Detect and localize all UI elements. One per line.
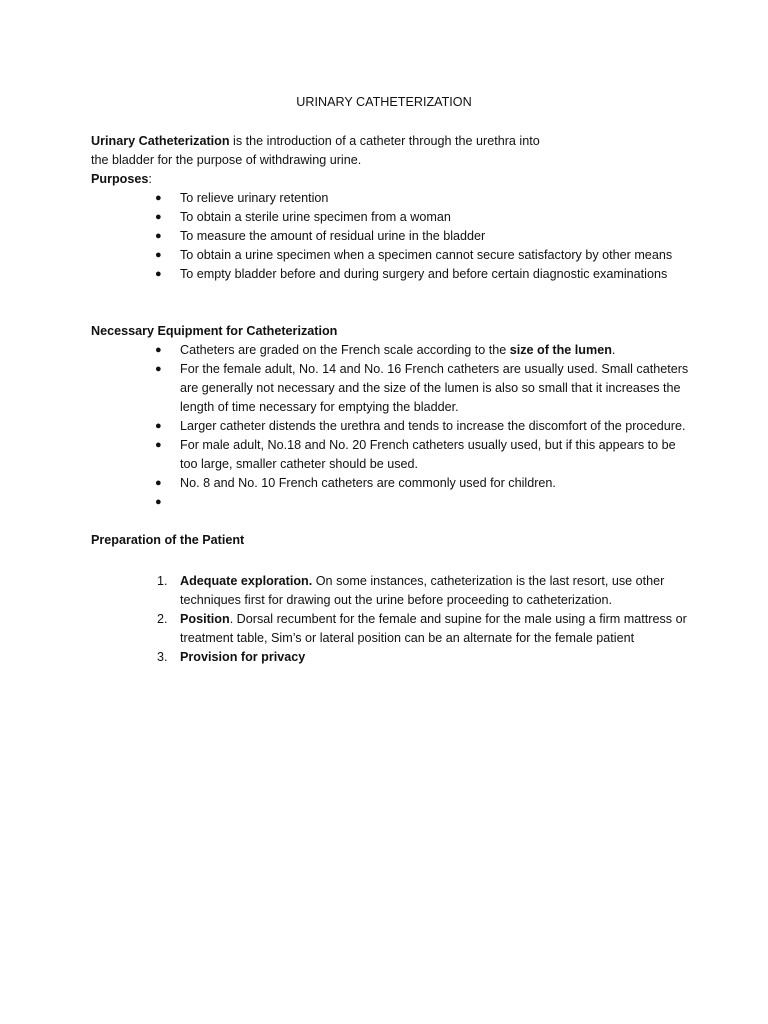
bullet-icon: ●	[155, 192, 162, 204]
list-item-text: For the female adult, No. 14 and No. 16 French catheters are usually used. Small catheters are generally not necessary and the size of the lumen is also so small that it increases the length of time necessary for emptying the bladder.	[180, 362, 689, 414]
list-item	[91, 436, 691, 474]
intro-line-1-text: is the introduction of a catheter through the urethra into	[229, 134, 540, 148]
list-item	[91, 341, 691, 360]
preparation-heading: Preparation of the Patient	[91, 533, 245, 547]
bullet-icon: ●	[155, 477, 162, 489]
intro-paragraph	[91, 132, 631, 170]
intro-term: Urinary Catheterization	[91, 134, 230, 148]
list-item-text: To measure the amount of residual urine in the bladder	[180, 229, 486, 243]
bullet-icon: ●	[155, 496, 162, 508]
intro-line-1	[91, 132, 631, 151]
bullet-icon: ●	[155, 344, 162, 356]
step-number: 2.	[157, 612, 168, 626]
purposes-colon: :	[148, 172, 152, 186]
purposes-heading	[91, 170, 152, 189]
bullet-icon: ●	[155, 439, 162, 451]
bullet-icon: ●	[155, 249, 162, 261]
list-item	[91, 474, 691, 493]
list-item	[91, 189, 691, 208]
document-title: URINARY CATHETERIZATION	[296, 95, 472, 109]
step-number: 3.	[157, 650, 168, 664]
bullet-icon: ●	[155, 420, 162, 432]
list-item	[91, 227, 691, 246]
list-item	[91, 610, 691, 648]
step-number: 1.	[157, 574, 168, 588]
bullet-icon: ●	[155, 268, 162, 280]
purposes-list	[91, 189, 691, 284]
list-item-text: To empty bladder before and during surgery and before certain diagnostic examinations	[180, 267, 668, 281]
list-item-text: To obtain a urine specimen when a specimen cannot secure satisfactory by other means	[180, 248, 673, 262]
list-item-text: Larger catheter distends the urethra and tends to increase the discomfort of the procedure.	[180, 419, 686, 433]
equipment-heading: Necessary Equipment for Catheterization	[91, 324, 338, 338]
list-item	[91, 208, 691, 227]
list-item-text: To relieve urinary retention	[180, 191, 329, 205]
bullet-icon: ●	[155, 211, 162, 223]
step-text: On some instances, catheterization is the last resort, use other techniques first for drawing out the urine before proceeding to catheterization.	[180, 574, 665, 607]
equipment-list	[91, 341, 691, 512]
list-item-text-end: .	[611, 343, 616, 357]
list-item-text: To obtain a sterile urine specimen from a woman	[180, 210, 451, 224]
list-item-text: Catheters are graded on the French scale according to the	[180, 343, 510, 357]
list-item-emphasis: size of the lumen	[509, 343, 612, 357]
list-item	[91, 360, 691, 417]
list-item	[91, 417, 691, 436]
bullet-icon: ●	[155, 363, 162, 375]
list-item	[91, 572, 691, 610]
intro-line-2: the bladder for the purpose of withdrawing urine.	[91, 153, 362, 167]
bullet-icon: ●	[155, 230, 162, 242]
list-item	[91, 265, 691, 284]
list-item-text	[180, 495, 184, 509]
list-item	[91, 246, 691, 265]
preparation-steps	[91, 572, 691, 667]
purposes-label: Purposes	[91, 172, 149, 186]
list-item	[91, 493, 691, 512]
step-title: Adequate exploration.	[180, 574, 313, 588]
list-item-text: For male adult, No.18 and No. 20 French catheters usually used, but if this appears to be too large, smaller catheter should be used.	[180, 438, 676, 471]
step-title: Position	[180, 612, 230, 626]
list-item-text: No. 8 and No. 10 French catheters are commonly used for children.	[180, 476, 556, 490]
step-title: Provision for privacy	[180, 650, 306, 664]
list-item	[91, 648, 691, 667]
step-text: . Dorsal recumbent for the female and supine for the male using a firm mattress or treatment table, Sim’s or lateral position can be an alternate for the female patient	[180, 612, 687, 645]
